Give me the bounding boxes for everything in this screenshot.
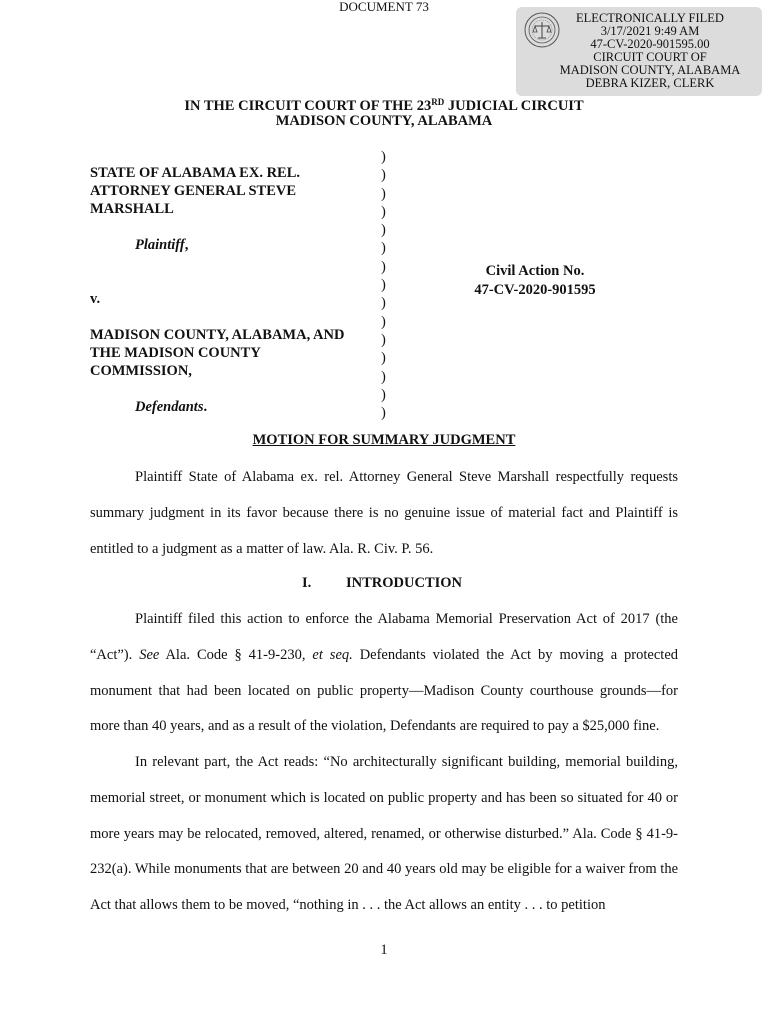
stamp-line: DEBRA KIZER, CLERK	[585, 76, 715, 90]
page-number: 1	[380, 942, 388, 958]
court-heading-text-end: JUDICIAL CIRCUIT	[444, 98, 584, 114]
caption-paren: )	[381, 149, 386, 165]
defendant-name-line: THE MADISON COUNTY	[90, 345, 261, 361]
filing-stamp	[516, 7, 762, 96]
plaintiff-role	[135, 236, 188, 254]
defendant-name-line: MADISON COUNTY, ALABAMA, AND	[90, 327, 345, 343]
caption-paren: )	[381, 203, 386, 220]
section-title: INTRODUCTION	[346, 575, 463, 591]
court-county: MADISON COUNTY, ALABAMA	[275, 113, 493, 129]
caption-paren: )	[381, 405, 386, 422]
caption-paren: )	[381, 240, 386, 257]
caption-paren: )	[381, 313, 386, 330]
body-paragraph-3	[90, 745, 678, 924]
stamp-line: CIRCUIT COURT OF	[593, 50, 707, 64]
plaintiff-role-label: Plaintiff	[135, 237, 185, 253]
document-number: DOCUMENT 73	[339, 0, 429, 14]
plaintiff-role-punct: ,	[184, 237, 189, 253]
plaintiff-name-line: ATTORNEY GENERAL STEVE	[90, 183, 297, 199]
caption-paren: )	[381, 258, 386, 275]
caption-paren: )	[381, 295, 386, 312]
para2-text-a: Plaintiff filed this action to enforce the Alabama Memorial Preservation Act of 2017 (the “Act”).	[90, 611, 678, 663]
defendant-name	[90, 326, 344, 380]
caption-paren: )	[381, 368, 386, 385]
defendant-role-label: Defendants	[135, 399, 204, 415]
caption-paren: )	[381, 331, 386, 348]
plaintiff-name	[90, 164, 300, 218]
para2-text-c: Defendants violated the Act by moving a protected monument that had been located on public property—Madison County courthouse grounds—for more than 40 years, and as a result of the violation, Defendants are required to pay a $25,000 fine.	[90, 646, 679, 735]
plaintiff-name-line: MARSHALL	[90, 201, 174, 217]
versus: v.	[90, 291, 101, 307]
caption-paren: )	[381, 350, 386, 367]
caption-paren: )	[381, 167, 386, 184]
stamp-text	[538, 12, 762, 90]
intro-paragraph-text: Plaintiff State of Alabama ex. rel. Attorney General Steve Marshall respectfully requests summary judgment in its favor because there is no genuine issue of material fact and Plaintiff is entitled to a judgment as a matter of law. Ala. R. Civ. P. 56.	[90, 469, 678, 557]
stamp-line: ELECTRONICALLY FILED	[576, 11, 724, 25]
caption-paren: )	[381, 277, 386, 294]
body-paragraph-2	[90, 602, 678, 745]
caption-paren: )	[381, 222, 386, 239]
caption-paren: )	[381, 386, 386, 403]
para2-text-b: Ala. Code § 41-9-230,	[159, 646, 313, 663]
civil-action-number: 47-CV-2020-901595	[474, 282, 596, 298]
body-paragraph-3-text: In relevant part, the Act reads: “No architecturally significant building, memorial building, memorial street, or monument which is located on public property and has been so situated for 40 or more years may be relocated, removed, altered, renamed, or otherwise disturbed.” Ala. Code § 41-9-232(a). While monuments that are between 20 and 40 years old may be eligible for a waiver from the Act that allows them to be moved, “nothing in . . . the Act allows an entity . . . to petition	[90, 754, 678, 914]
plaintiff-name-line: STATE OF ALABAMA EX. REL.	[90, 165, 301, 181]
civil-action	[445, 262, 625, 300]
stamp-line: 47-CV-2020-901595.00	[590, 37, 710, 51]
defendant-role-punct: .	[203, 399, 208, 415]
defendant-name-line: COMMISSION,	[90, 363, 192, 379]
civil-action-label: Civil Action No.	[485, 263, 585, 279]
para2-see: See	[139, 646, 160, 663]
caption-paren: )	[381, 185, 386, 202]
stamp-line: MADISON COUNTY, ALABAMA	[559, 63, 741, 77]
intro-paragraph	[90, 460, 678, 567]
court-heading-text: IN THE CIRCUIT COURT OF THE 23	[184, 98, 432, 114]
section-number: I.	[302, 575, 312, 591]
body-paragraph-2-text	[90, 602, 678, 745]
para2-et-seq: et seq.	[312, 646, 353, 663]
ordinal-suffix: RD	[431, 97, 445, 107]
defendant-role	[135, 398, 207, 416]
motion-title: MOTION FOR SUMMARY JUDGMENT	[252, 432, 516, 448]
stamp-line: 3/17/2021 9:49 AM	[600, 24, 700, 38]
caption-paren-column	[381, 148, 386, 422]
